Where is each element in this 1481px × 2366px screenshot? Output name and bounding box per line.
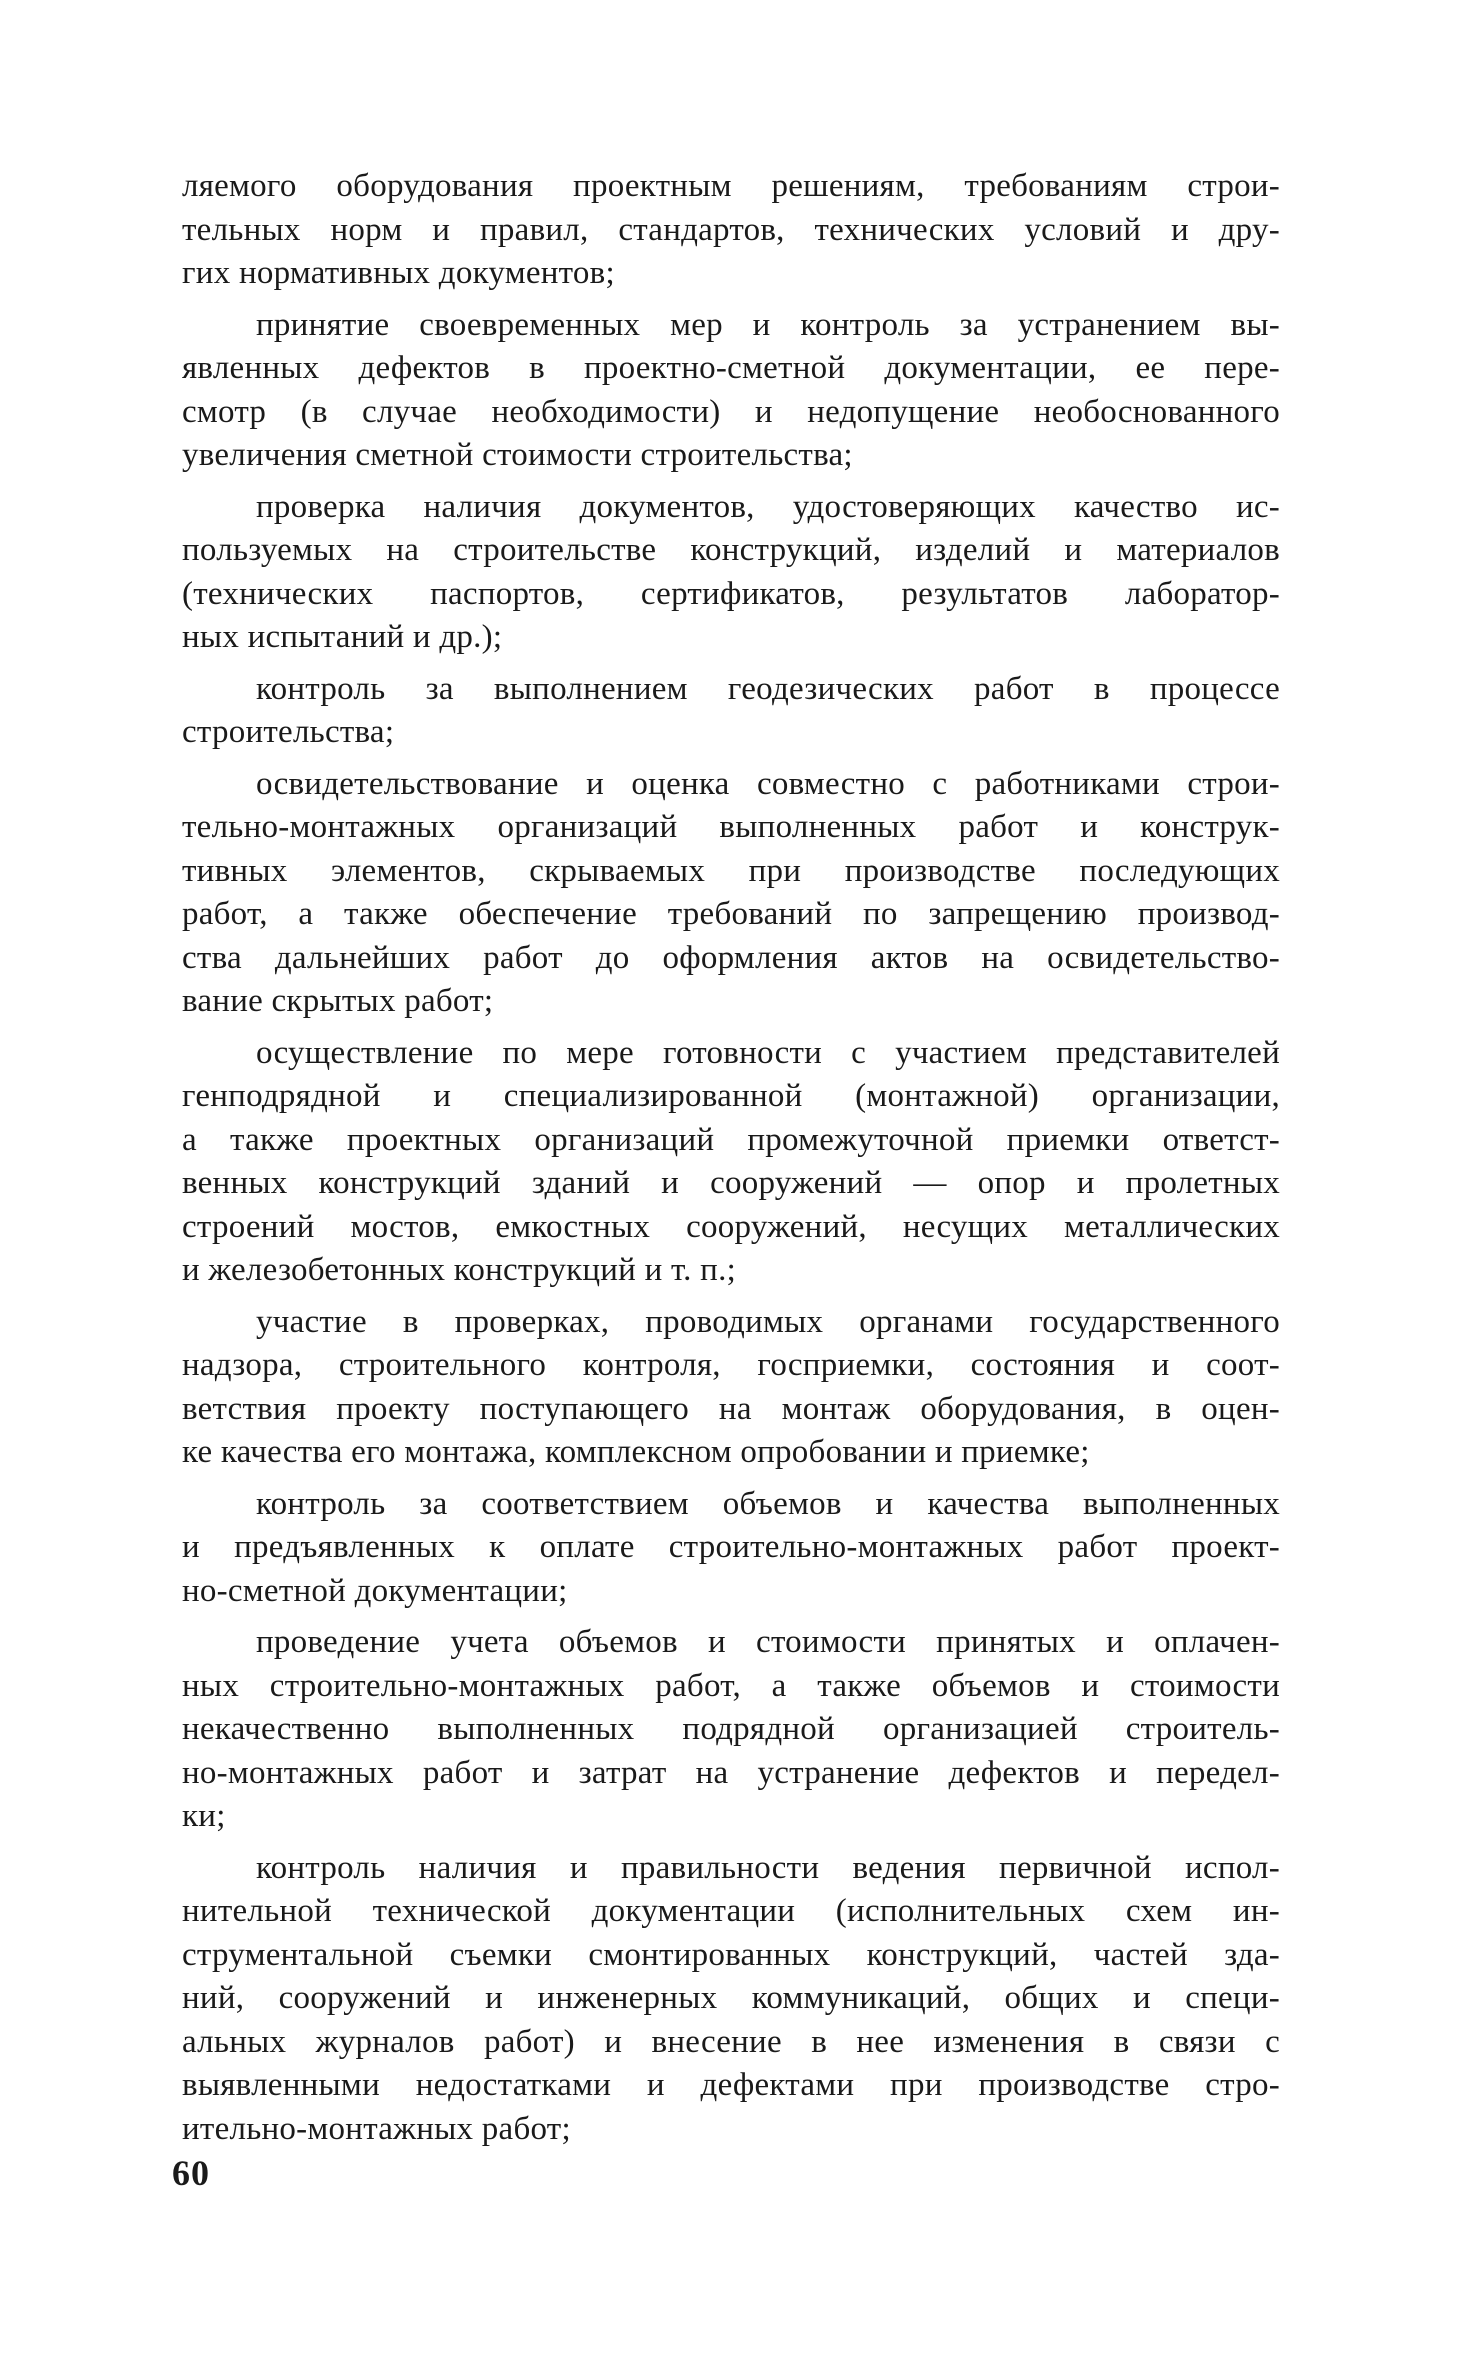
text-line: а также проектных организаций промежуточной приемки ответст- bbox=[182, 1121, 1280, 1158]
text-line: ных испытаний и др.); bbox=[182, 619, 503, 655]
text-line: (технических паспортов, сертификатов, результатов лаборатор- bbox=[182, 575, 1280, 612]
text-line: ний, сооружений и инженерных коммуникаций, общих и специ- bbox=[182, 1980, 1280, 2016]
text-line: надзора, строительного контроля, госприемки, состояния и соот- bbox=[182, 1347, 1280, 1383]
paragraph bbox=[182, 668, 1280, 755]
text-line: тельных норм и правил, стандартов, технических условий и дру- bbox=[182, 211, 1280, 248]
text-line: явленных дефектов в проектно-сметной документации, ее пере- bbox=[182, 350, 1280, 386]
text-line: ки; bbox=[182, 1798, 226, 1834]
text-line: контроль наличия и правильности ведения первичной испол- bbox=[256, 1849, 1280, 1886]
text-line: строительства; bbox=[182, 714, 395, 750]
paragraph bbox=[182, 1847, 1280, 2152]
paragraph-gap bbox=[182, 660, 1280, 668]
text-line: контроль за выполнением геодезических работ в процессе bbox=[256, 670, 1280, 707]
text-line: строений мостов, емкостных сооружений, несущих металлических bbox=[182, 1208, 1280, 1245]
paragraph-gap bbox=[182, 755, 1280, 763]
paragraph bbox=[182, 1032, 1280, 1293]
text-line: гих нормативных документов; bbox=[182, 255, 615, 291]
text-line: ства дальнейших работ до оформления актов на освидетельство- bbox=[182, 939, 1280, 976]
paragraph-gap bbox=[182, 1839, 1280, 1847]
paragraph-gap bbox=[182, 1475, 1280, 1483]
text-line: выявленными недостатками и дефектами при производстве стро- bbox=[182, 2067, 1280, 2103]
text-line: пользуемых на строительстве конструкций, изделий и материалов bbox=[182, 532, 1280, 568]
text-line: проверка наличия документов, удостоверяющих качество ис- bbox=[256, 488, 1280, 525]
text-line: струментальной съемки смонтированных конструкций, частей зда- bbox=[182, 1936, 1280, 1973]
text-line: увеличения сметной стоимости строительства; bbox=[182, 437, 853, 473]
text-line: проведение учета объемов и стоимости принятых и оплачен- bbox=[256, 1624, 1280, 1660]
paragraph bbox=[182, 1621, 1280, 1839]
text-line: ительно-монтажных работ; bbox=[182, 2110, 571, 2147]
text-line: альных журналов работ) и внесение в нее изменения в связи с bbox=[182, 2023, 1280, 2060]
text-line: генподрядной и специализированной (монтажной) организации, bbox=[182, 1078, 1280, 1114]
paragraph bbox=[182, 304, 1280, 478]
text-line: тивных элементов, скрываемых при производстве последующих bbox=[182, 852, 1280, 889]
text-line: осуществление по мере готовности с участием представителей bbox=[256, 1034, 1280, 1071]
paragraph-gap bbox=[182, 1613, 1280, 1621]
paragraph bbox=[182, 763, 1280, 1024]
body-text bbox=[182, 165, 1280, 2151]
text-line: участие в проверках, проводимых органами государственного bbox=[256, 1303, 1280, 1340]
text-line: и предъявленных к оплате строительно-монтажных работ проект- bbox=[182, 1529, 1280, 1565]
text-line: и железобетонных конструкций и т. п.; bbox=[182, 1252, 737, 1288]
text-line: но-монтажных работ и затрат на устранение дефектов и передел- bbox=[182, 1754, 1280, 1791]
paragraph bbox=[182, 1483, 1280, 1614]
text-line: ветствия проекту поступающего на монтаж оборудования, в оцен- bbox=[182, 1390, 1280, 1427]
text-line: работ, а также обеспечение требований по запрещению производ- bbox=[182, 896, 1280, 932]
text-line: вание скрытых работ; bbox=[182, 983, 494, 1019]
paragraph-gap bbox=[182, 1024, 1280, 1032]
text-line: ке качества его монтажа, комплексном опробовании и приемке; bbox=[182, 1434, 1090, 1470]
text-line: ляемого оборудования проектным решениям, требованиям строи- bbox=[182, 168, 1280, 204]
text-line: контроль за соответствием объемов и качества выполненных bbox=[256, 1485, 1280, 1522]
text-line: тельно-монтажных организаций выполненных работ и конструк- bbox=[182, 809, 1280, 845]
paragraph-gap bbox=[182, 478, 1280, 486]
text-line: смотр (в случае необходимости) и недопущение необоснованного bbox=[182, 393, 1280, 430]
paragraph bbox=[182, 486, 1280, 660]
text-line: некачественно выполненных подрядной организацией строитель- bbox=[182, 1711, 1280, 1747]
paragraph-gap bbox=[182, 1293, 1280, 1301]
text-line: ных строительно-монтажных работ, а также объемов и стоимости bbox=[182, 1667, 1280, 1704]
paragraph bbox=[182, 1301, 1280, 1475]
text-line: венных конструкций зданий и сооружений — опор и пролетных bbox=[182, 1165, 1280, 1201]
text-line: освидетельствование и оценка совместно с работниками строи- bbox=[256, 765, 1280, 802]
text-line: нительной технической документации (исполнительных схем ин- bbox=[182, 1893, 1280, 1929]
paragraph bbox=[182, 165, 1280, 296]
paragraph-gap bbox=[182, 296, 1280, 304]
page-number: 60 bbox=[172, 2153, 210, 2193]
text-line: принятие своевременных мер и контроль за устранением вы- bbox=[256, 306, 1280, 343]
text-line: но-сметной документации; bbox=[182, 1572, 568, 1609]
